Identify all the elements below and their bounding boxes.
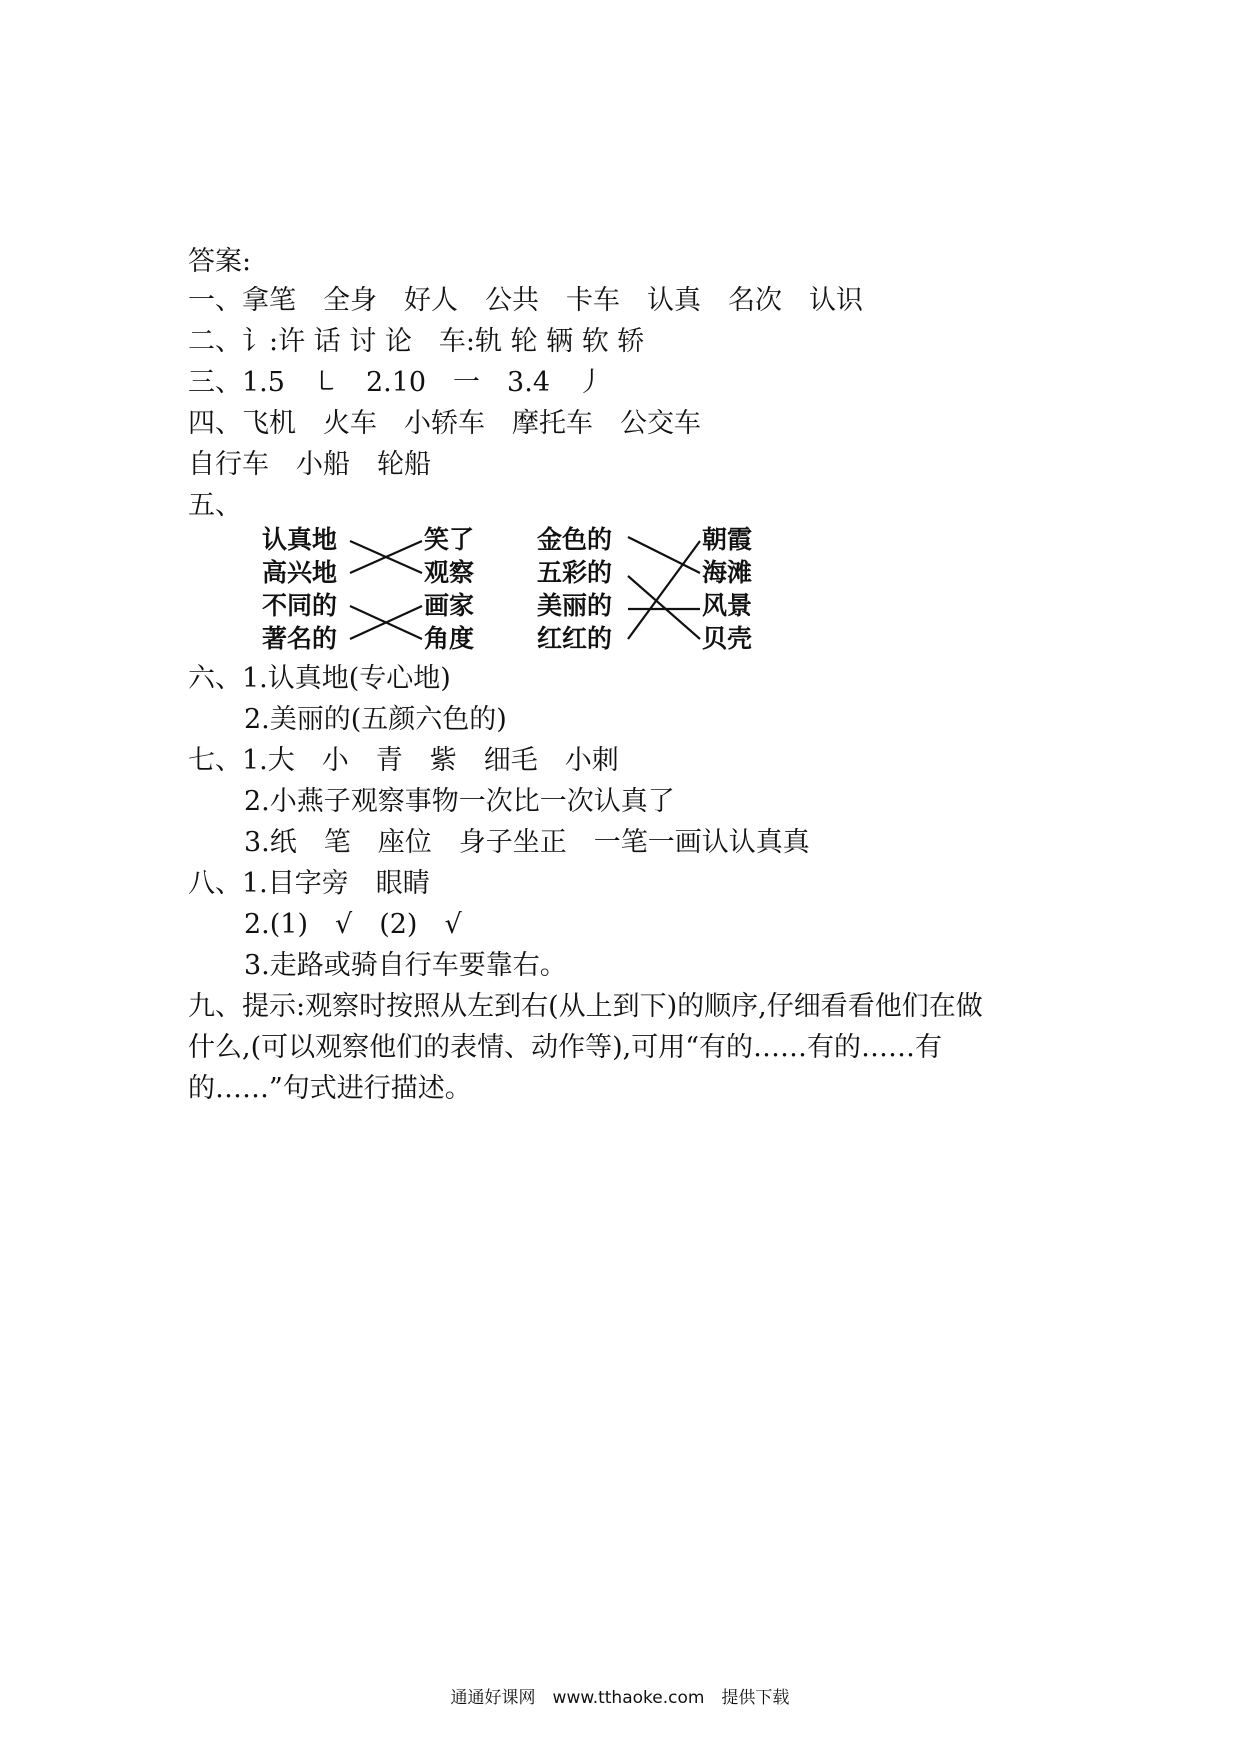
footer-source: 通通好课网 www.tthaoke.com 提供下载 <box>450 1688 790 1708</box>
match-right-a-2: 观察 <box>424 558 475 587</box>
q4-answer-line1: 四、飞机 火车 小轿车 摩托车 公交车 <box>188 408 701 439</box>
q9-answer-line3: 的……”句式进行描述。 <box>188 1073 472 1104</box>
q2-answer: 二、讠:许 话 讨 论 车:轨 轮 辆 软 轿 <box>188 326 645 357</box>
match-right-b-1: 朝霞 <box>702 525 753 554</box>
match-right-a-4: 角度 <box>424 624 475 653</box>
match-right-a-1: 笑了 <box>424 525 475 554</box>
match-left-a-4: 著名的 <box>262 624 338 653</box>
q8-answer-1: 八、1.目字旁 眼睛 <box>188 868 430 899</box>
match-left-b-1: 金色的 <box>537 525 613 554</box>
q9-answer-line2: 什么,(可以观察他们的表情、动作等),可用“有的……有的……有 <box>188 1032 943 1063</box>
q6-answer-1: 六、1.认真地(专心地) <box>188 663 451 694</box>
q9-answer-line1: 九、提示:观察时按照从左到右(从上到下)的顺序,仔细看看他们在做 <box>188 991 983 1022</box>
q6-answer-2: 2.美丽的(五颜六色的) <box>244 704 507 735</box>
q8-answer-3: 3.走路或骑自行车要靠右。 <box>244 950 567 981</box>
match-left-a-2: 高兴地 <box>262 558 338 587</box>
q7-answer-3: 3.纸 笔 座位 身子坐正 一笔一画认认真真 <box>244 827 810 858</box>
q4-answer-line2: 自行车 小船 轮船 <box>188 449 431 480</box>
match-left-a-1: 认真地 <box>262 525 338 554</box>
q5-label: 五、 <box>188 490 242 521</box>
q7-answer-1: 七、1.大 小 青 紫 细毛 小刺 <box>188 745 619 776</box>
match-line-b2 <box>628 576 700 639</box>
match-left-b-4: 红红的 <box>537 624 613 653</box>
match-right-b-4: 贝壳 <box>702 624 753 653</box>
answer-title: 答案: <box>188 246 252 277</box>
match-left-b-3: 美丽的 <box>537 591 613 620</box>
q1-answer: 一、拿笔 全身 好人 公共 卡车 认真 名次 认识 <box>188 285 863 316</box>
q7-answer-2: 2.小燕子观察事物一次比一次认真了 <box>244 786 675 817</box>
match-right-b-2: 海滩 <box>702 558 753 587</box>
match-left-b-2: 五彩的 <box>537 558 613 587</box>
q8-answer-2: 2.(1) √ (2) √ <box>244 909 462 940</box>
match-left-a-3: 不同的 <box>262 591 338 620</box>
match-right-b-3: 风景 <box>702 591 753 620</box>
match-right-a-3: 画家 <box>424 591 475 620</box>
q3-answer: 三、1.5 ㇄ 2.10 一 3.4 丿 <box>188 367 604 398</box>
